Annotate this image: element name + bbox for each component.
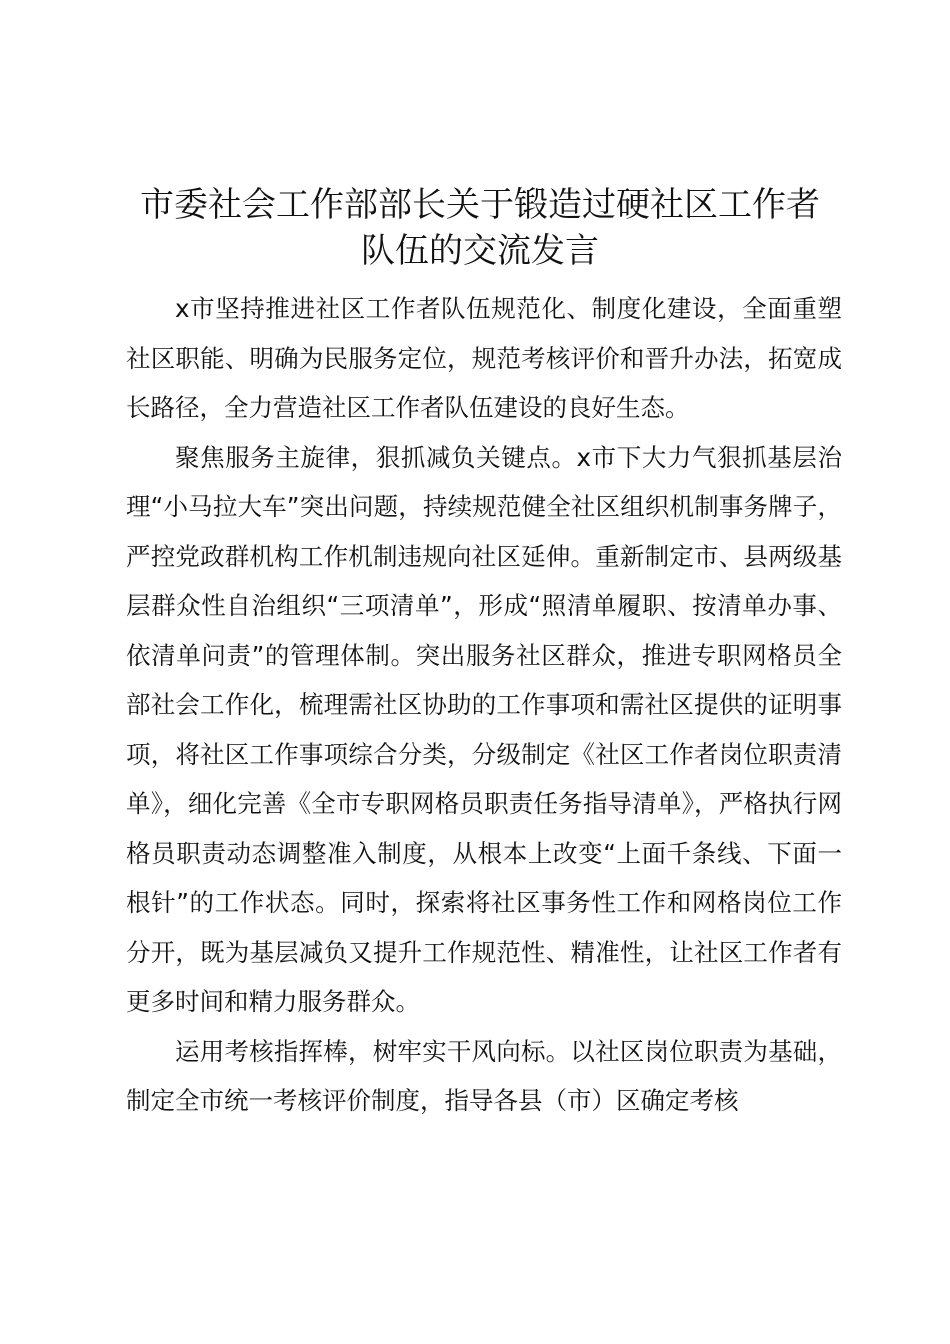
title-line-2: 队伍的交流发言 — [361, 231, 599, 271]
document-title — [118, 182, 842, 274]
document-body — [126, 284, 842, 1126]
paragraph-assessment: 运用考核指挥棒，树牢实干风向标。以社区岗位职责为基础，制定全市统一考核评价制度，指导各县（市）区确定考核 — [126, 1036, 842, 1115]
paragraph-intro: x市坚持推进社区工作者队伍规范化、制度化建设，全面重塑社区职能、明确为民服务定位，规范考核评价和晋升办法，拓宽成长路径，全力营造社区工作者队伍建设的良好生态。 — [126, 294, 842, 422]
title-line-1: 市委社会工作部部长关于锻造过硬社区工作者 — [140, 185, 820, 225]
paragraph-service-focus: 聚焦服务主旋律，狠抓减负关键点。x市下大力气狠抓基层治理“小马拉大车”突出问题，持续规范健全社区组织机制事务牌子，严控党政群机构工作机制违规向社区延伸。重新制定市、县两级基层群众性自治组织“三项清单”，形成“照清单履职、按清单办事、依清单问责”的管理体制。突出服务社区群众，推进专职网格员全部社会工作化，梳理需社区协助的工作事项和需社区提供的证明事项，将社区工作事项综合分类，分级制定《社区工作者岗位职责清单》，细化完善《全市专职网格员职责任务指导清单》，严格执行网格员职责动态调整准入制度，从根本上改变“上面千条线、下面一根针”的工作状态。同时，探索将社区事务性工作和网格岗位工作分开，既为基层减负又提升工作规范性、精准性，让社区工作者有更多时间和精力服务群众。 — [126, 442, 842, 1016]
